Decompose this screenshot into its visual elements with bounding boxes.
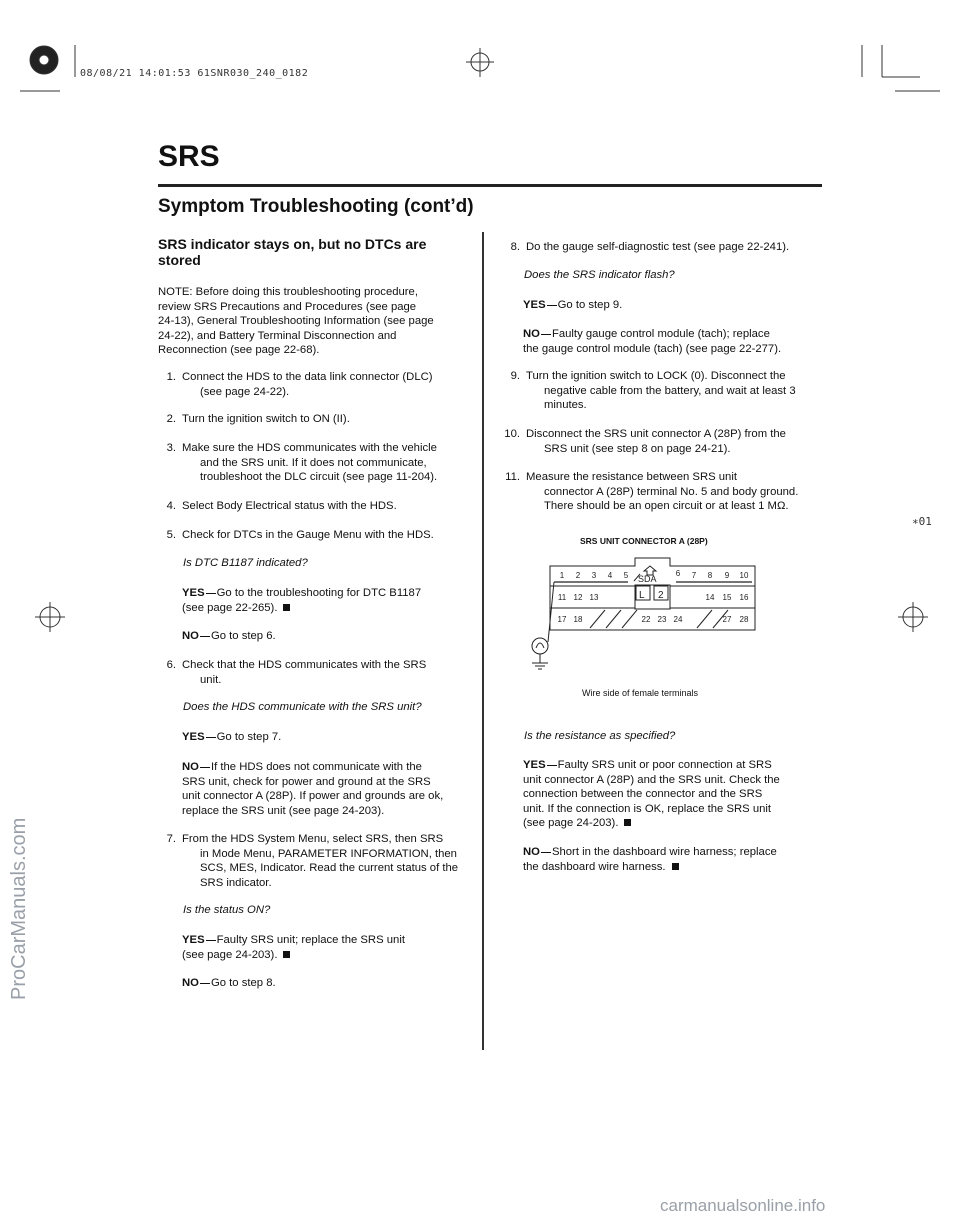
end-mark-icon [283,604,290,611]
pin-7: 7 [691,571,697,580]
answer-step-5-no: NO Go to step 6. [182,630,276,642]
answer-step-5-yes: YES Go to the troubleshooting for DTC B1187 (see page 22-265). [182,587,422,614]
pin-14: 14 [705,593,715,602]
pin-9: 9 [724,571,730,580]
question-step-6: Does the HDS communicate with the SRS unit? [183,701,422,713]
pin-11: 11 [557,593,567,602]
pin-12: 12 [573,593,583,602]
answer-step-6-yes: YES Go to step 7. [182,731,282,743]
pin-17: 17 [557,615,567,624]
pin-18: 18 [573,615,583,624]
end-mark-icon [283,951,290,958]
pin-10: 10 [739,571,749,580]
answer-step-11-no: NO Short in the dashboard wire harness; replace the dashboard wire harness. [523,846,777,873]
end-mark-icon [672,863,679,870]
answer-step-6-no: NO If the HDS does not communicate with the SRS unit, check for power and ground at the SRS unit connector A (28P). If power and grounds are ok, replace the SRS unit (see page 24-203). [182,761,444,817]
answer-step-8-no: NO Faulty gauge control module (tach); replace the gauge control module (tach) (see page 22-277). [523,328,782,355]
pin-8: 8 [707,571,713,580]
pin-16: 16 [739,593,749,602]
header-rule [158,184,822,187]
answer-step-7-no: NO Go to step 8. [182,977,276,989]
section-title: SRS [158,140,220,173]
end-mark-icon [624,819,631,826]
answer-step-11-yes: YES Faulty SRS unit or poor connection at SRS unit connector A (28P) and the SRS unit. Check the connection between the connector and the SRS unit. If the connection is OK, replace the SRS unit (see page 24-203). [523,759,780,830]
pin-2: 2 [575,571,581,580]
side-page-mark: ∗01 [912,515,932,528]
procedure-heading: SRS indicator stays on, but no DTCs are stored [158,236,427,268]
question-step-11: Is the resistance as specified? [524,730,676,742]
pin-23: 23 [657,615,667,624]
pin-22: 22 [641,615,651,624]
pin-27: 27 [722,615,732,624]
pin-4: 4 [607,571,613,580]
page-subtitle: Symptom Troubleshooting (cont’d) [158,196,474,217]
pin-5: 5 [623,571,629,580]
answer-step-8-yes: YES Go to step 9. [523,299,623,311]
column-divider [482,232,484,1050]
connector-key-left: L [639,590,645,601]
answer-step-7-yes: YES Faulty SRS unit; replace the SRS unit (see page 24-203). [182,934,405,961]
pin-6: 6 [675,569,681,578]
watermark-left: ProCarManuals.com [8,817,30,1000]
connector-title: SRS UNIT CONNECTOR A (28P) [580,536,708,546]
pin-1: 1 [559,571,565,580]
question-step-8: Does the SRS indicator flash? [524,269,675,281]
connector-label: SDA [638,574,657,584]
note-block: NOTE: Before doing this troubleshooting procedure, review SRS Precautions and Procedures (see page 24-13), General Troubleshooting Information (see page 24-22), and Battery Terminal Disconnection and Reconnection (see page 22-68). [158,286,434,357]
question-step-7: Is the status ON? [183,904,271,916]
print-timestamp: 08/08/21 14:01:53 61SNR030_240_0182 [80,68,309,79]
pin-3: 3 [591,571,597,580]
pin-24: 24 [673,615,683,624]
watermark-bottom: carmanualsonline.info [660,1196,826,1215]
connector-diagram [520,548,770,678]
question-step-5: Is DTC B1187 indicated? [183,557,308,569]
connector-key-right: 2 [658,590,664,601]
pin-28: 28 [739,615,749,624]
pin-13: 13 [589,593,599,602]
connector-caption: Wire side of female terminals [582,688,699,698]
pin-15: 15 [722,593,732,602]
